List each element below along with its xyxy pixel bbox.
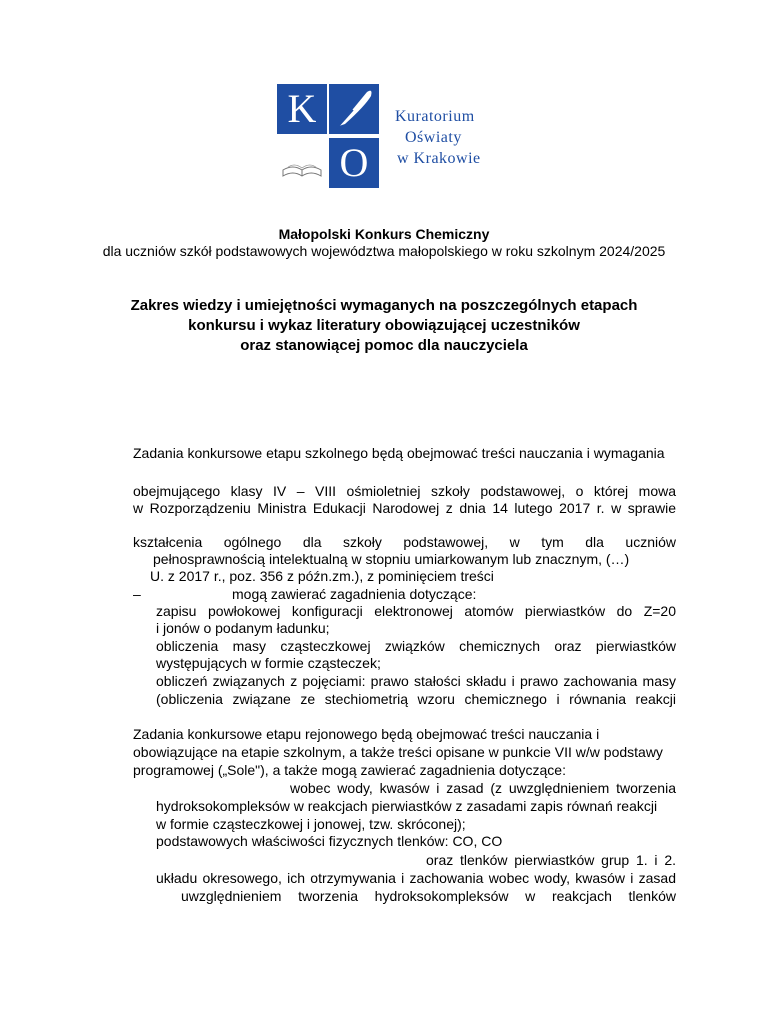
school-item-2: obliczenia masy cząsteczkowej związków chemicznych oraz pierwiastków bbox=[156, 638, 676, 654]
school-item-2-cont: występujących w formie cząsteczek; bbox=[156, 655, 381, 671]
logo-name-line-3: w Krakowie bbox=[397, 150, 481, 167]
quill-pen-icon bbox=[329, 84, 379, 134]
logo-name-line-2: Oświaty bbox=[405, 129, 462, 146]
regional-stage-line-7: podstawowych właściwości fizycznych tlenków: CO, CO bbox=[156, 833, 503, 849]
regional-stage-line-4: wobec wody, kwasów i zasad (z uwzględnieniem tworzenia bbox=[290, 780, 676, 796]
school-item-3-cont: (obliczenia związane ze stechiometrią wzoru chemicznego i równania reakcji bbox=[156, 691, 676, 707]
school-stage-line-4: kształcenia ogólnego dla szkoły podstawowej, w tym dla uczniów bbox=[133, 534, 676, 550]
school-stage-dash: – bbox=[133, 586, 141, 602]
regional-stage-line-9: układu okresowego, ich otrzymywania i zachowania wobec wody, kwasów i zasad bbox=[156, 870, 676, 886]
scope-title-line-3: oraz stanowiącej pomoc dla nauczyciela bbox=[240, 337, 528, 354]
school-item-1: zapisu powłokowej konfiguracji elektronowej atomów pierwiastków do Z=20 bbox=[156, 603, 676, 619]
scope-title-line-1: Zakres wiedzy i umiejętności wymaganych na poszczególnych etapach bbox=[130, 297, 638, 314]
school-item-1-cont: i jonów o podanym ładunku; bbox=[156, 620, 330, 636]
regional-stage-line-2: obowiązujące na etapie szkolnym, a także treści opisane w punkcie VII w/w podstawy bbox=[133, 744, 663, 760]
school-stage-line-5: pełnosprawnością intelektualną w stopniu umiarkowanym lub znacznym, (…) bbox=[153, 551, 630, 567]
regional-stage-line-10: uwzględnieniem tworzenia hydroksokompleksów w reakcjach tlenków bbox=[181, 888, 676, 904]
school-stage-line-1: Zadania konkursowe etapu szkolnego będą obejmować treści nauczania i wymagania bbox=[133, 445, 665, 461]
logo-o-tile bbox=[329, 138, 379, 188]
contest-subtitle: dla uczniów szkół podstawowych województwa małopolskiego w roku szkolnym 2024/2025 bbox=[102, 243, 666, 259]
school-stage-line-2: obejmującego klasy IV – VIII ośmioletniej szkoły podstawowej, o której mowa bbox=[133, 483, 676, 499]
open-book-icon bbox=[277, 138, 327, 188]
kuratorium-logo bbox=[277, 84, 489, 192]
regional-stage-line-8: oraz tlenków pierwiastków grup 1. i 2. bbox=[426, 852, 676, 868]
logo-name-line-1: Kuratorium bbox=[395, 108, 475, 125]
regional-stage-line-5: hydroksokompleksów w reakcjach pierwiastków z zasadami zapis równań reakcji bbox=[156, 798, 658, 814]
contest-title: Małopolski Konkurs Chemiczny bbox=[278, 226, 490, 242]
regional-stage-line-1: Zadania konkursowe etapu rejonowego będą obejmować treści nauczania i bbox=[133, 726, 600, 742]
school-stage-line-3: w Rozporządzeniu Ministra Edukacji Narodowej z dnia 14 lutego 2017 r. w sprawie bbox=[133, 500, 676, 516]
school-item-3: obliczeń związanych z pojęciami: prawo stałości składu i prawo zachowania masy bbox=[156, 673, 676, 689]
regional-stage-line-3: programowej („Sole"), a także mogą zawierać zagadnienia dotyczące: bbox=[133, 762, 566, 778]
logo-letter-k: K bbox=[287, 86, 317, 131]
logo-k-tile bbox=[277, 84, 327, 134]
regional-stage-line-6: w formie cząsteczkowej i jonowej, tzw. skróconej); bbox=[156, 816, 466, 832]
school-stage-line-7: mogą zawierać zagadnienia dotyczące: bbox=[232, 586, 477, 602]
logo-letter-o: O bbox=[339, 140, 369, 185]
school-stage-line-6: U. z 2017 r., poz. 356 z późn.zm.), z pominięciem treści bbox=[150, 568, 494, 584]
scope-title-line-2: konkursu i wykaz literatury obowiązującej uczestników bbox=[188, 317, 580, 334]
